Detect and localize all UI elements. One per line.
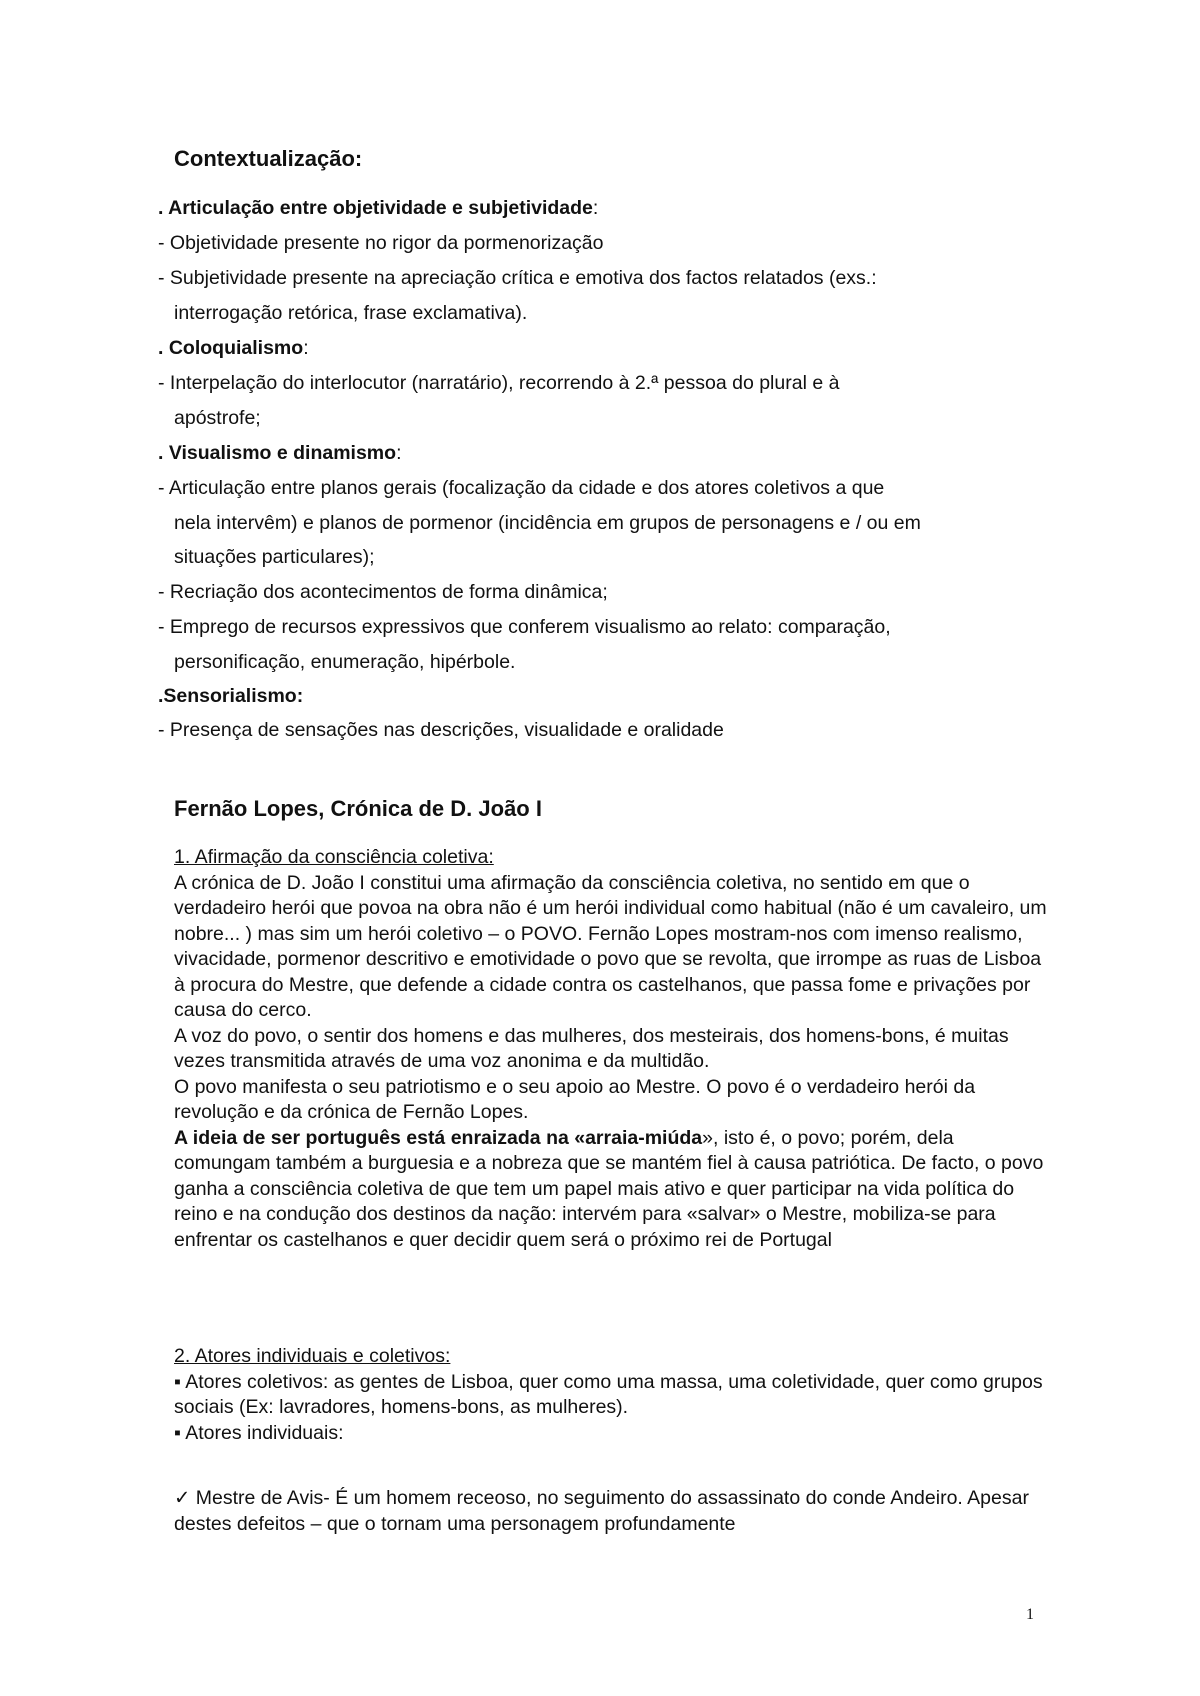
list-item: - Interpelação do interlocutor (narratário), recorrendo à 2.ª pessoa do plural e à (158, 372, 840, 394)
list-item: ▪ Atores coletivos: as gentes de Lisboa, quer como uma massa, uma coletividade, quer como grupos sociais (Ex: lavradores, homens-bons, as mulheres). (174, 1370, 1043, 1418)
list-item-continuation: interrogação retórica, frase exclamativa). (174, 302, 528, 324)
section-1-title: 1. Afirmação da consciência coletiva: (174, 846, 494, 868)
section-articulacao-title: . Articulação entre objetividade e subjetividade: (158, 197, 599, 219)
section-2-title: 2. Atores individuais e coletivos: (174, 1345, 451, 1367)
paragraph: ✓ Mestre de Avis- É um homem receoso, no seguimento do assassinato do conde Andeiro. Apesar destes defeitos – que o tornam uma personagem profundamente (174, 1487, 1029, 1535)
list-item: - Recriação dos acontecimentos de forma dinâmica; (158, 581, 608, 603)
list-item: - Presença de sensações nas descrições, visualidade e oralidade (158, 719, 724, 741)
list-item: - Subjetividade presente na apreciação crítica e emotiva dos factos relatados (exs.: (158, 267, 877, 289)
paragraph: O povo manifesta o seu patriotismo e o seu apoio ao Mestre. O povo é o verdadeiro herói da revolução e da crónica de Fernão Lopes. (174, 1075, 976, 1123)
paragraph: A voz do povo, o sentir dos homens e das mulheres, dos mesteirais, dos homens-bons, é muitas vezes transmitida através de uma voz anonima e da multidão. (174, 1024, 1009, 1072)
page-number: 1 (1026, 1606, 1034, 1623)
list-item-continuation: situações particulares); (174, 546, 375, 568)
list-item-continuation: nela intervêm) e planos de pormenor (incidência em grupos de personagens e / ou em (174, 512, 921, 534)
context-heading: Contextualização: (174, 146, 363, 171)
section-visualismo-title: . Visualismo e dinamismo: (158, 442, 402, 464)
section-coloquialismo-title: . Coloquialismo: (158, 337, 309, 359)
list-item: - Emprego de recursos expressivos que conferem visualismo ao relato: comparação, (158, 616, 891, 638)
mestre-avis-paragraph (174, 1486, 1054, 1537)
list-item: - Objetividade presente no rigor da pormenorização (158, 232, 604, 254)
chronicle-heading: Fernão Lopes, Crónica de D. João I (174, 796, 542, 821)
list-item-continuation: personificação, enumeração, hipérbole. (174, 651, 516, 673)
paragraph: A crónica de D. João I constitui uma afirmação da consciência coletiva, no sentido em que o verdadeiro herói que povoa na obra não é um herói individual como habitual (não é um cavaleiro, um nobre... ) mas sim um herói coletivo – o POVO. Fernão Lopes mostram-nos com imenso realismo, vivacidade, pormenor descritivo e emotividade o povo que se revolta, que irrompe as ruas de Lisboa à procura do Mestre, que defende a cidade contra os castelhanos, que passa fome e privações por causa do cerco. (174, 871, 1047, 1021)
list-item: ▪ Atores individuais: (174, 1421, 344, 1444)
list-item-continuation: apóstrofe; (174, 407, 261, 429)
section-sensorialismo-title: .Sensorialismo: (158, 685, 304, 707)
section-1-block (174, 845, 1054, 1253)
list-item: - Articulação entre planos gerais (focalização da cidade e dos atores coletivos a que (158, 477, 885, 499)
paragraph: A ideia de ser português está enraizada na «arraia-miúda», isto é, o povo; porém, dela comungam também a burguesia e a nobreza que se mantém fiel à causa patriótica. De facto, o povo ganha a consciência coletiva de que tem um papel mais ativo e quer participar na vida política do reino e na condução dos destinos da nação: intervém para «salvar» o Mestre, mobiliza-se para enfrentar os castelhanos e quer decidir quem será o próximo rei de Portugal (174, 1126, 1044, 1251)
section-2-block (174, 1344, 1054, 1446)
